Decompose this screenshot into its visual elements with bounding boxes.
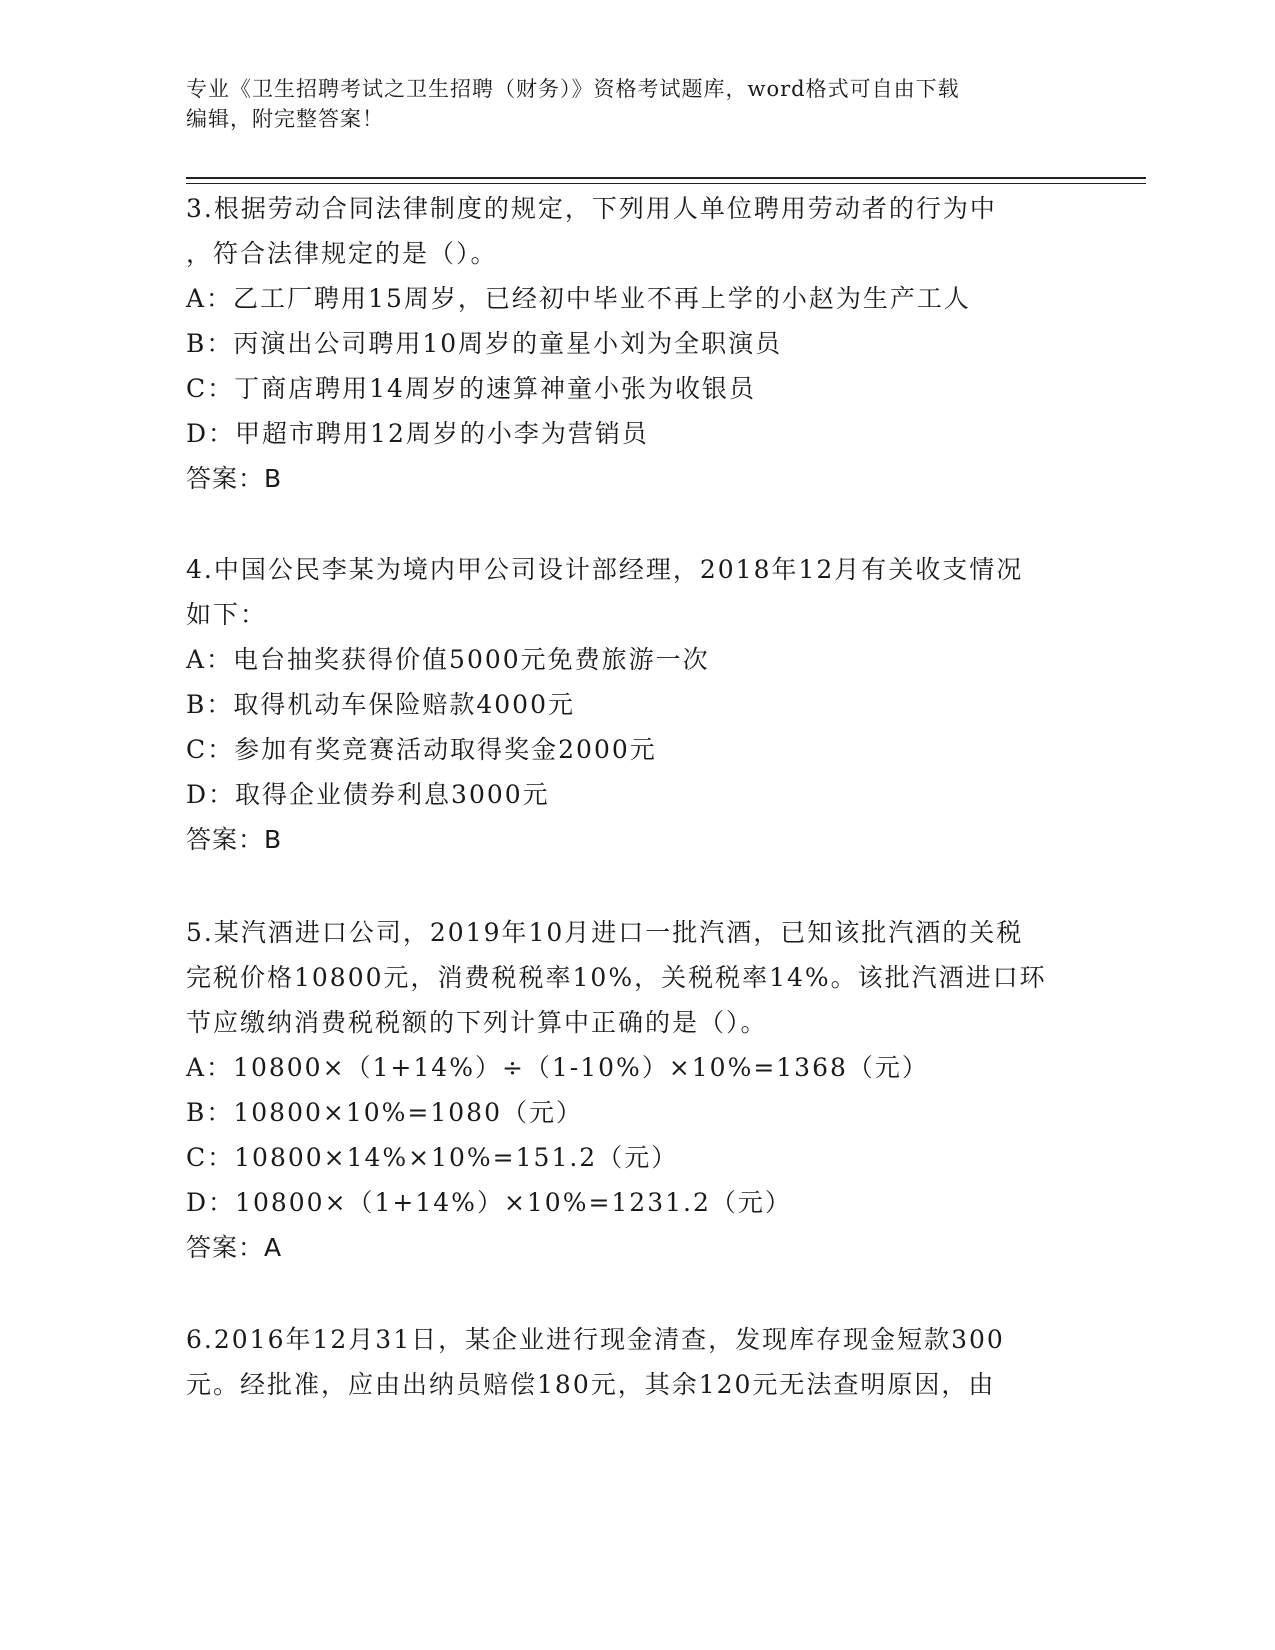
question-stem-line: 如下： <box>186 600 268 629</box>
question-stem-line: ，符合法律规定的是（）。 <box>186 239 498 268</box>
option-b: B：10800×10%=1080（元） <box>186 1098 583 1127</box>
option-a: A：电台抽奖获得价值5000元免费旅游一次 <box>186 645 710 674</box>
question-4 <box>186 547 1086 862</box>
answer-label: 答案：B <box>186 464 283 493</box>
option-b: B：丙演出公司聘用10周岁的童星小刘为全职演员 <box>186 329 783 358</box>
option-a: A：乙工厂聘用15周岁，已经初中毕业不再上学的小赵为生产工人 <box>186 284 971 313</box>
option-c: C：丁商店聘用14周岁的速算神童小张为收银员 <box>186 374 756 403</box>
answer-label: 答案：A <box>186 1233 283 1262</box>
question-stem-line: 完税价格10800元，消费税税率10%，关税税率14%。该批汽酒进口环 <box>186 963 1047 992</box>
option-b: B：取得机动车保险赔款4000元 <box>186 690 575 719</box>
question-stem-line: 5.某汽酒进口公司，2019年10月进口一批汽酒，已知该批汽酒的关税 <box>186 918 1024 947</box>
header-line-1: 专业《卫生招聘考试之卫生招聘（财务）》资格考试题库，word格式可自由下载 <box>186 77 960 101</box>
question-5 <box>186 910 1086 1270</box>
question-stem-line: 6.2016年12月31日，某企业进行现金清查，发现库存现金短款300 <box>186 1325 1005 1354</box>
question-stem-line: 节应缴纳消费税税额的下列计算中正确的是（）。 <box>186 1008 768 1037</box>
option-a: A：10800×（1+14%）÷（1-10%）×10%=1368（元） <box>186 1053 929 1082</box>
option-d: D：甲超市聘用12周岁的小李为营销员 <box>186 419 649 448</box>
header-line-2: 编辑，附完整答案！ <box>186 107 384 131</box>
option-d: D：10800×（1+14%）×10%=1231.2（元） <box>186 1188 792 1217</box>
answer-label: 答案：B <box>186 825 283 854</box>
option-c: C：参加有奖竞赛活动取得奖金2000元 <box>186 735 657 764</box>
question-3 <box>186 186 1086 501</box>
document-header <box>186 74 1086 134</box>
option-d: D：取得企业债券利息3000元 <box>186 780 550 809</box>
question-stem-line: 4.中国公民李某为境内甲公司设计部经理，2018年12月有关收支情况 <box>186 555 1024 584</box>
question-stem-line: 元。经批准，应由出纳员赔偿180元，其余120元无法查明原因，由 <box>186 1370 996 1399</box>
question-6 <box>186 1317 1086 1407</box>
option-c: C：10800×14%×10%=151.2（元） <box>186 1143 679 1172</box>
header-divider-thick <box>186 177 1146 179</box>
header-divider-thin <box>186 183 1146 184</box>
question-stem-line: 3.根据劳动合同法律制度的规定，下列用人单位聘用劳动者的行为中 <box>186 194 997 223</box>
